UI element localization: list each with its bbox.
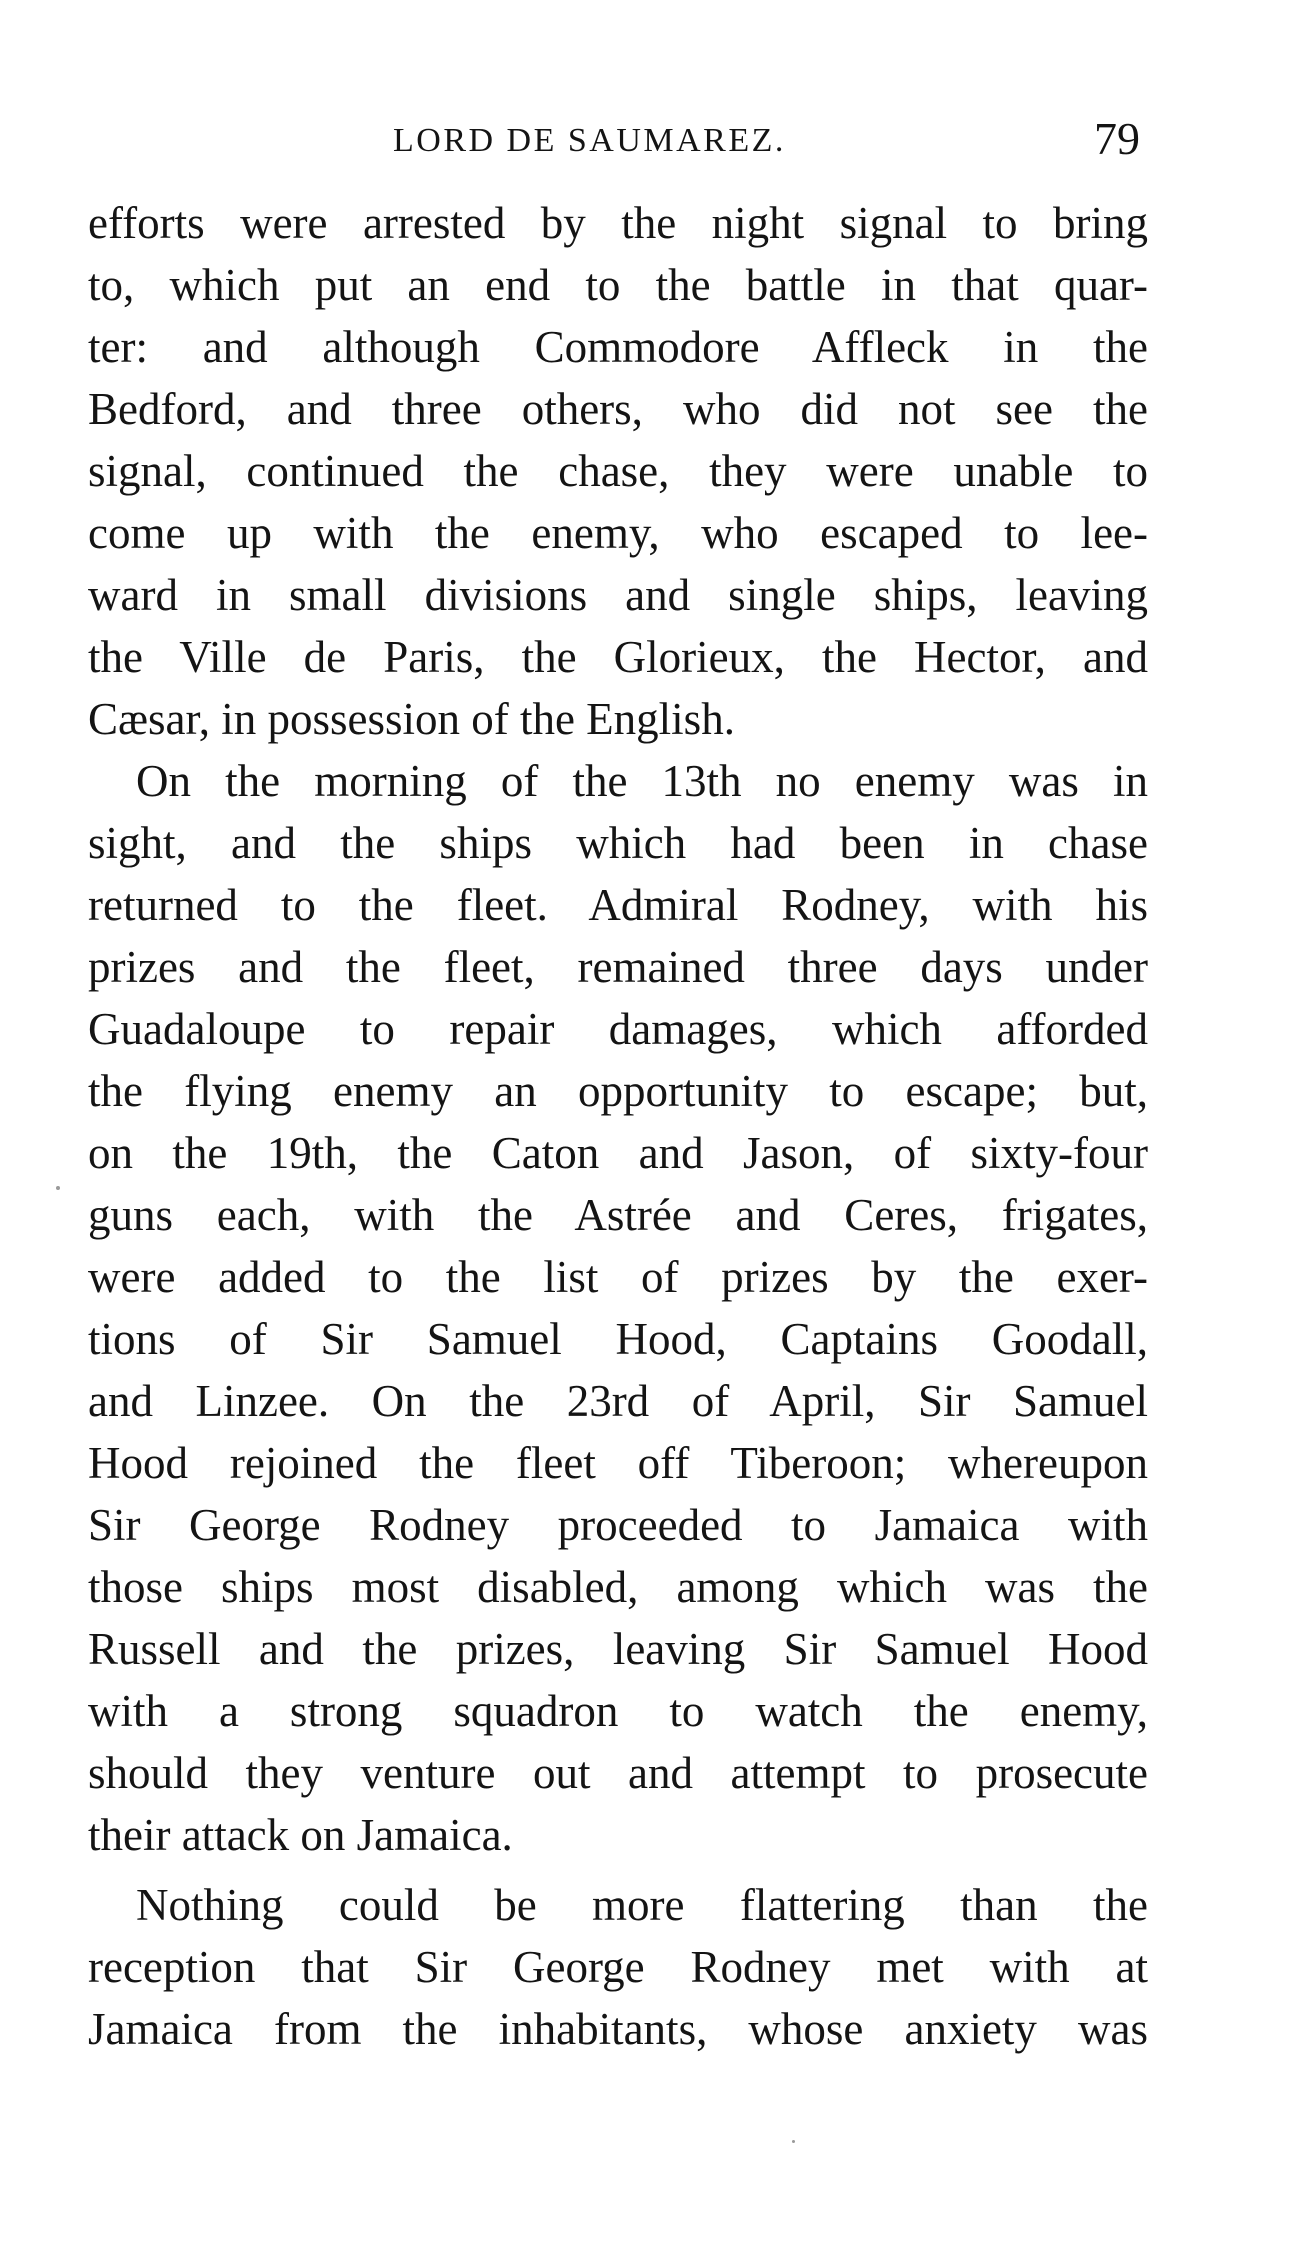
page-number: 79 xyxy=(1094,113,1140,164)
text-line: Hood rejoined the fleet off Tiberoon; whereupon xyxy=(88,1438,1148,1488)
paragraph-3 xyxy=(88,1874,1148,2060)
text-line: their attack on Jamaica. xyxy=(88,1810,513,1860)
text-line: prizes and the fleet, remained three days under xyxy=(88,942,1148,992)
text-line: ter: and although Commodore Affleck in the xyxy=(88,322,1148,372)
text-line: tions of Sir Samuel Hood, Captains Goodall, xyxy=(88,1314,1148,1364)
text-line: Russell and the prizes, leaving Sir Samuel Hood xyxy=(88,1624,1148,1674)
text-line: signal, continued the chase, they were unable to xyxy=(88,446,1148,496)
text-line: guns each, with the Astrée and Ceres, frigates, xyxy=(88,1190,1148,1240)
text-line: efforts were arrested by the night signal to bring xyxy=(88,198,1148,248)
paragraph-1 xyxy=(88,192,1148,750)
text-line: sight, and the ships which had been in chase xyxy=(88,818,1148,868)
paper-speck xyxy=(56,1186,60,1190)
paragraph-2 xyxy=(88,750,1148,1866)
text-line: Sir George Rodney proceeded to Jamaica with xyxy=(88,1500,1148,1550)
text-line: the Ville de Paris, the Glorieux, the Hector, and xyxy=(88,632,1148,682)
text-line: Jamaica from the inhabitants, whose anxiety was xyxy=(88,2004,1148,2054)
page-header xyxy=(88,112,1148,172)
text-line: reception that Sir George Rodney met with at xyxy=(88,1942,1148,1992)
text-line: ward in small divisions and single ships, leaving xyxy=(88,570,1148,620)
text-line: Bedford, and three others, who did not see the xyxy=(88,384,1148,434)
text-line: and Linzee. On the 23rd of April, Sir Samuel xyxy=(88,1376,1148,1426)
text-line: On the morning of the 13th no enemy was in xyxy=(136,756,1148,806)
text-line: were added to the list of prizes by the exer- xyxy=(88,1252,1148,1302)
running-title: LORD DE SAUMAREZ. xyxy=(393,122,786,159)
text-line: the flying enemy an opportunity to escape; but, xyxy=(88,1066,1148,1116)
paper-speck xyxy=(792,2140,795,2143)
body-text xyxy=(88,192,1148,2060)
text-line: on the 19th, the Caton and Jason, of sixty-four xyxy=(88,1128,1148,1178)
text-line: Guadaloupe to repair damages, which afforded xyxy=(88,1004,1148,1054)
text-line: Cæsar, in possession of the English. xyxy=(88,694,735,744)
text-line: those ships most disabled, among which was the xyxy=(88,1562,1148,1612)
text-line: with a strong squadron to watch the enemy, xyxy=(88,1686,1148,1736)
text-line: returned to the fleet. Admiral Rodney, with his xyxy=(88,880,1148,930)
text-line: to, which put an end to the battle in that quar- xyxy=(88,260,1148,310)
text-line: should they venture out and attempt to prosecute xyxy=(88,1748,1148,1798)
text-line: Nothing could be more flattering than the xyxy=(136,1880,1148,1930)
text-line: come up with the enemy, who escaped to lee- xyxy=(88,508,1148,558)
